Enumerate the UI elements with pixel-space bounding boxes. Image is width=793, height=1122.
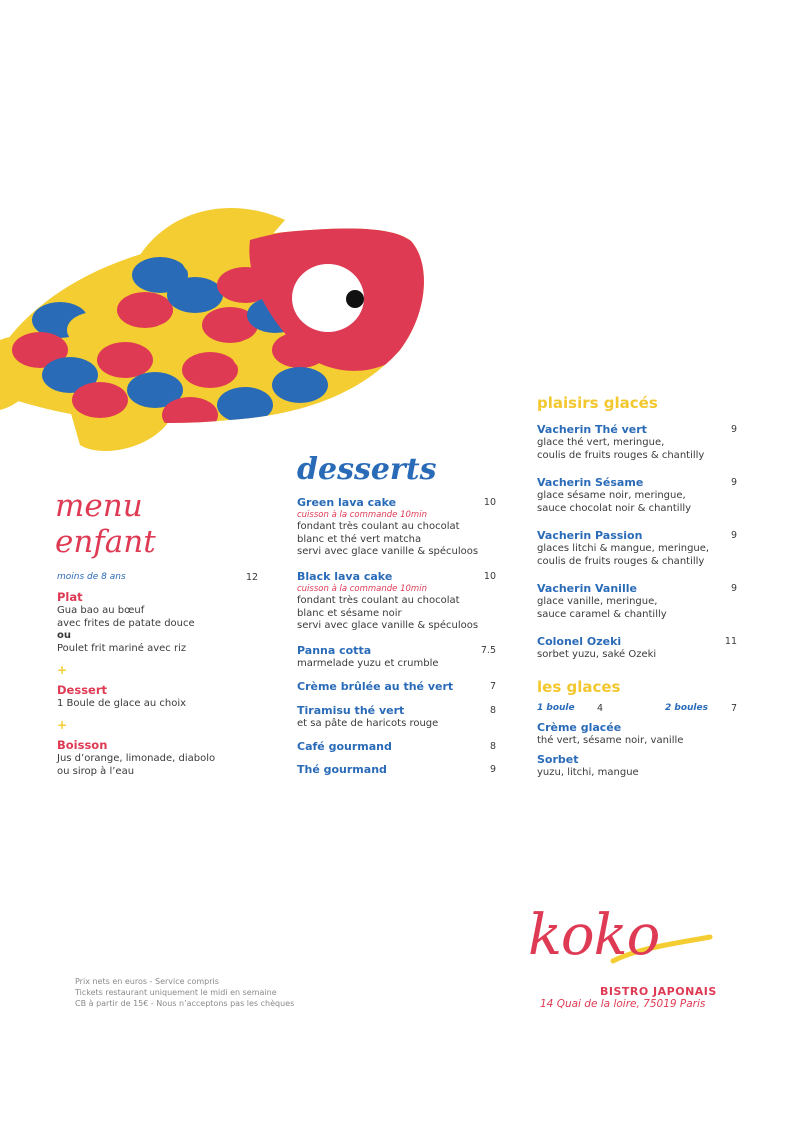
dessert-item-name: Thé gourmand xyxy=(297,763,387,776)
plus-separator: + xyxy=(57,663,68,677)
plaisir-item-desc: glace vanille, meringue, xyxy=(537,596,658,607)
plat-line1: Gua bao au bœuf xyxy=(57,605,145,616)
plus-separator: + xyxy=(57,718,68,732)
boisson-line2: ou sirop à l’eau xyxy=(57,765,135,777)
footer-line: CB à partir de 15€ - Nous n’acceptons pas les chèques xyxy=(75,999,295,1008)
dessert-item-desc: et sa pâte de haricots rouge xyxy=(297,718,439,729)
plaisir-item-desc: coulis de fruits rouges & chantilly xyxy=(537,449,705,461)
dessert-item-name: Green lava cake xyxy=(297,496,397,509)
plaisir-item-name: Vacherin Vanille xyxy=(537,582,637,595)
plaisir-item-price: 11 xyxy=(724,636,737,647)
dessert-item-name: Tiramisu thé vert xyxy=(297,704,405,717)
dessert-item xyxy=(297,570,478,633)
dessert-item-price: 8 xyxy=(489,705,496,716)
dessert-line1: 1 Boule de glace au choix xyxy=(57,698,187,709)
plat-heading: Plat xyxy=(57,590,83,604)
logo-text: koko xyxy=(528,903,660,968)
menu-enfant-title-line2: enfant xyxy=(55,524,156,560)
plat-line3: Poulet frit mariné avec riz xyxy=(57,642,187,654)
dessert-item-note: cuisson à la commande 10min xyxy=(297,510,427,520)
plaisir-item-name: Vacherin Thé vert xyxy=(537,423,647,436)
menu-enfant-price: 12 xyxy=(246,572,259,583)
footer-line: Tickets restaurant uniquement le midi en semaine xyxy=(75,988,277,997)
dessert-item-desc: fondant très coulant au chocolat xyxy=(297,521,460,532)
brand-address: 14 Quai de la loire, 75019 Paris xyxy=(540,998,706,1010)
dessert-item-desc: servi avec glace vanille & spéculoos xyxy=(297,620,479,631)
plaisir-item-desc: sauce chocolat noir & chantilly xyxy=(537,502,692,514)
plaisir-item xyxy=(537,476,691,515)
menu-enfant-plat xyxy=(57,590,257,655)
dessert-item xyxy=(297,763,387,777)
dessert-item-price: 7.5 xyxy=(480,645,496,656)
one-scoop-price: 4 xyxy=(597,703,604,714)
menu-enfant-boisson xyxy=(57,738,257,778)
plat-or: ou xyxy=(57,630,71,641)
dessert-item xyxy=(297,680,453,694)
one-scoop-label: 1 boule xyxy=(537,703,575,713)
glace-item-name: Crème glacée xyxy=(537,721,622,734)
menu-enfant-age: moins de 8 ans xyxy=(57,572,126,582)
plaisir-item xyxy=(537,423,704,462)
plaisir-item-price: 9 xyxy=(730,477,737,488)
dessert-item-price: 10 xyxy=(483,571,496,582)
footer-line: Prix nets en euros - Service compris xyxy=(75,977,219,986)
plaisir-item-name: Vacherin Passion xyxy=(537,529,643,542)
plat-line2: avec frites de patate douce xyxy=(57,617,195,629)
plaisir-item-name: Vacherin Sésame xyxy=(537,476,644,489)
dessert-item-name: Panna cotta xyxy=(297,644,372,657)
plaisir-item-desc: glaces litchi & mangue, meringue, xyxy=(537,543,710,554)
plaisir-item-name: Colonel Ozeki xyxy=(537,635,622,648)
dessert-item xyxy=(297,704,438,731)
menu-enfant-dessert xyxy=(57,683,257,711)
plaisir-item-desc: sauce caramel & chantilly xyxy=(537,608,667,620)
dessert-item-desc: blanc et thé vert matcha xyxy=(297,533,422,545)
two-scoop-price: 7 xyxy=(730,703,737,714)
plaisirs-title: plaisirs glacés xyxy=(537,394,658,412)
dessert-item-desc: blanc et sésame noir xyxy=(297,607,402,619)
plaisir-item-desc: glace sésame noir, meringue, xyxy=(537,490,686,501)
dessert-heading: Dessert xyxy=(57,683,108,697)
glace-item-desc: yuzu, litchi, mangue xyxy=(537,767,639,778)
dessert-item-price: 9 xyxy=(489,764,496,775)
glace-item-name: Sorbet xyxy=(537,753,579,766)
footer-notes xyxy=(75,976,294,1009)
plaisir-item-desc: glace thé vert, meringue, xyxy=(537,437,665,448)
dessert-item-desc: fondant très coulant au chocolat xyxy=(297,595,460,606)
boisson-line1: Jus d’orange, limonade, diabolo xyxy=(57,753,216,764)
brand-tagline: BISTRO JAPONAIS xyxy=(600,985,717,998)
dessert-item xyxy=(297,740,392,754)
glace-item xyxy=(537,721,683,748)
glaces-title: les glaces xyxy=(537,678,621,696)
dessert-item-price: 10 xyxy=(483,497,496,508)
plaisir-item-desc: sorbet yuzu, saké Ozeki xyxy=(537,649,657,660)
dessert-item-price: 8 xyxy=(489,741,496,752)
plaisir-item xyxy=(537,582,667,621)
dessert-item-name: Café gourmand xyxy=(297,740,392,753)
glace-item xyxy=(537,753,639,780)
dessert-item-price: 7 xyxy=(489,681,496,692)
plaisir-item-desc: coulis de fruits rouges & chantilly xyxy=(537,555,705,567)
dessert-item-note: cuisson à la commande 10min xyxy=(297,584,427,594)
dessert-item-name: Black lava cake xyxy=(297,570,393,583)
dessert-item xyxy=(297,496,478,559)
koko-logo xyxy=(528,903,718,983)
fish-illustration xyxy=(0,200,440,460)
dessert-item-desc: marmelade yuzu et crumble xyxy=(297,658,439,669)
dessert-item xyxy=(297,644,439,671)
plaisir-item-price: 9 xyxy=(730,583,737,594)
dessert-item-desc: servi avec glace vanille & spéculoos xyxy=(297,546,479,557)
plaisir-item xyxy=(537,635,656,662)
menu-enfant-title xyxy=(55,488,156,560)
menu-enfant-title-line1: menu xyxy=(55,488,143,524)
glace-item-desc: thé vert, sésame noir, vanille xyxy=(537,735,684,746)
boisson-heading: Boisson xyxy=(57,738,108,752)
plaisir-item-price: 9 xyxy=(730,530,737,541)
plaisir-item-price: 9 xyxy=(730,424,737,435)
plaisir-item xyxy=(537,529,709,568)
dessert-item-name: Crème brûlée au thé vert xyxy=(297,680,454,693)
desserts-title: desserts xyxy=(297,452,437,487)
two-scoop-label: 2 boules xyxy=(665,703,708,713)
